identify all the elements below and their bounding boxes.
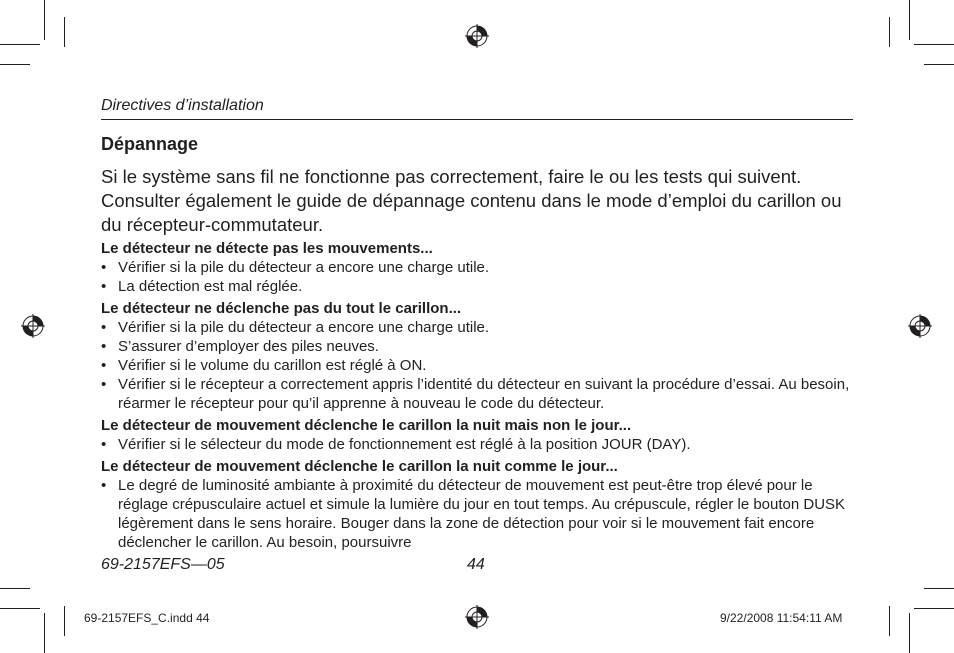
- registration-mark-icon: [908, 314, 932, 338]
- section-heading: Le détecteur ne détecte pas les mouvements...: [101, 240, 433, 257]
- crop-mark: [44, 613, 45, 653]
- bullet-icon: •: [101, 319, 107, 336]
- list-item: [101, 318, 857, 337]
- crop-mark: [0, 44, 40, 45]
- crop-mark: [0, 608, 40, 609]
- crop-mark: [64, 606, 65, 636]
- crop-mark: [64, 17, 65, 47]
- list-item: [101, 356, 857, 375]
- section-heading: Le détecteur ne déclenche pas du tout le carillon...: [101, 300, 462, 317]
- crop-mark: [44, 0, 45, 40]
- list-item-text: Vérifier si la pile du détecteur a encore une charge utile.: [118, 259, 490, 276]
- crop-mark: [909, 613, 910, 653]
- registration-mark-icon: [21, 314, 45, 338]
- crop-mark: [909, 0, 910, 40]
- running-header: Directives d’installation: [101, 97, 264, 114]
- troubleshooting-list: [101, 236, 857, 552]
- list-item: [101, 375, 857, 413]
- list-item: [101, 337, 857, 356]
- header-rule: [101, 119, 853, 120]
- list-item-text: S’assurer d’employer des piles neuves.: [118, 338, 379, 355]
- registration-mark-icon: [465, 605, 489, 629]
- list-item-text: Le degré de luminosité ambiante à proximité du détecteur de mouvement est peut-être trop élevé pour le réglage crépusculaire actuel et simule la lumière du jour en tout temps. Au crépuscule, régler le bouton DUSK légèrement dans le sens horaire. Bouger dans la zone de détection pour voir si le mouvement fait encore déclencher le carillon. Au besoin, poursuivre: [118, 477, 846, 551]
- bullet-icon: •: [101, 436, 107, 453]
- list-item: [101, 277, 857, 296]
- bullet-icon: •: [101, 338, 107, 355]
- crop-mark: [889, 17, 890, 47]
- intro-paragraph: Si le système sans fil ne fonctionne pas correctement, faire le ou les tests qui suivent. Consulter également le guide de dépannage contenu dans le mode d’emploi du carillon ou du récepteur-commutateur.: [101, 166, 842, 235]
- section-title: Dépannage: [101, 134, 199, 154]
- bullet-icon: •: [101, 376, 107, 393]
- crop-mark: [914, 44, 954, 45]
- list-item: [101, 435, 857, 454]
- bullet-icon: •: [101, 357, 107, 374]
- list-item-text: Vérifier si le volume du carillon est réglé à ON.: [118, 357, 427, 374]
- section-heading: Le détecteur de mouvement déclenche le carillon la nuit comme le jour...: [101, 458, 618, 475]
- bullet-icon: •: [101, 477, 107, 494]
- page-number: 44: [467, 556, 485, 573]
- list-item-text: Vérifier si le sélecteur du mode de fonctionnement est réglé à la position JOUR (DAY).: [118, 436, 691, 453]
- crop-mark: [914, 608, 954, 609]
- list-item: [101, 476, 857, 552]
- crop-mark: [924, 64, 954, 65]
- bullet-icon: •: [101, 259, 107, 276]
- slug-timestamp: 9/22/2008 11:54:11 AM: [720, 611, 843, 625]
- section-heading: Le détecteur de mouvement déclenche le carillon la nuit mais non le jour...: [101, 417, 632, 434]
- list-item: [101, 258, 857, 277]
- registration-mark-icon: [465, 24, 489, 48]
- list-item-text: La détection est mal réglée.: [118, 278, 303, 295]
- crop-mark: [924, 588, 954, 589]
- list-item-text: Vérifier si la pile du détecteur a encore une charge utile.: [118, 319, 490, 336]
- document-number: 69-2157EFS—05: [101, 556, 225, 573]
- bullet-icon: •: [101, 278, 107, 295]
- crop-mark: [0, 64, 30, 65]
- crop-mark: [0, 588, 30, 589]
- list-item-text: Vérifier si le récepteur a correctement appris l’identité du détecteur en suivant la procédure d’essai. Au besoin, réarmer le récepteur pour qu’il apprenne à nouveau le code du détecteur.: [118, 376, 850, 412]
- slug-filename: 69-2157EFS_C.indd 44: [84, 611, 210, 625]
- crop-mark: [889, 606, 890, 636]
